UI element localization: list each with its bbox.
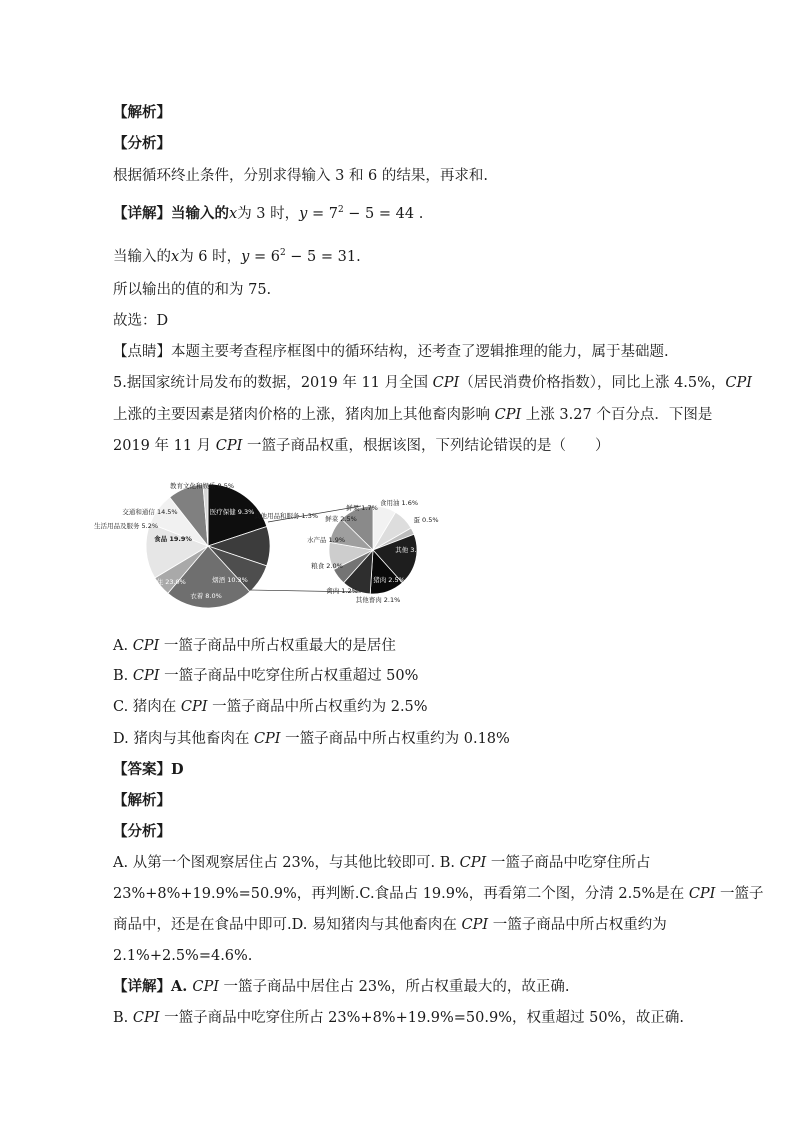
text: 当输入的 xyxy=(113,248,171,265)
text: 为 3 时， xyxy=(237,205,300,222)
analysis-line-2 xyxy=(113,884,764,904)
sum-text: 所以输出的值的和为 75. xyxy=(113,282,272,298)
pie-label: 居住 23.0% xyxy=(150,578,186,586)
cpi-term: CPI xyxy=(192,979,219,995)
option-b xyxy=(113,666,693,686)
cpi-term: CPI xyxy=(688,886,716,902)
question-line-3 xyxy=(113,436,693,456)
pie-label: 其他 3.8% xyxy=(395,546,427,554)
text: 5.据国家统计局发布的数据，2019 年 11 月全国 xyxy=(113,375,433,391)
text: = 7 xyxy=(307,205,338,222)
comment-text: 【点睛】本题主要考查程序框图中的循环结构，还考查了逻辑推理的能力，属于基础题. xyxy=(113,344,669,360)
text: 上涨 3.27 个百分点．下图是 xyxy=(521,407,713,423)
section-fenxi-2: 【分析】 xyxy=(113,823,171,840)
pie-label: 蛋 0.5% xyxy=(413,516,439,524)
pie-label: 禽肉 1.2% xyxy=(326,587,358,595)
text: D. 猪肉与其他畜肉在 xyxy=(113,731,254,747)
analysis-text: 根据循环终止条件，分别求得输入 3 和 6 的结果，再求和. xyxy=(113,168,488,184)
text: − 5 = 31. xyxy=(285,248,361,265)
cpi-term: CPI xyxy=(215,438,243,454)
pie-label: 食品 19.9% xyxy=(154,535,192,543)
pie-label: 烟酒 10.3% xyxy=(212,576,248,584)
option-d xyxy=(113,729,693,749)
text: 2019 年 11 月 xyxy=(113,438,216,454)
option-a xyxy=(113,636,693,656)
cpi-term: CPI xyxy=(461,917,489,933)
var-y: y xyxy=(299,205,308,222)
pie-label: 医疗保健 9.3% xyxy=(209,508,255,516)
text: 一篮子商品中所占权重约为 0.18% xyxy=(280,731,510,747)
detail-label: 【详解】当输入的 xyxy=(113,204,229,222)
section-fenxi: 【分析】 xyxy=(113,135,171,152)
detail-a xyxy=(113,977,693,997)
detail-line-2 xyxy=(113,243,693,267)
analysis-line-1 xyxy=(113,853,693,873)
text: 一篮子商品中所占权重最大的是居住 xyxy=(159,638,396,654)
cpi-term: CPI xyxy=(494,407,522,423)
section-jiexi-2: 【解析】 xyxy=(113,792,171,809)
detail-b xyxy=(113,1008,693,1028)
pie-label: 粮食 2.0% xyxy=(311,562,343,570)
question-line-2 xyxy=(113,405,713,425)
pie-label: 生活用品及服务 5.2% xyxy=(93,522,159,530)
text: （居民消费价格指数），同比上涨 4.5%， xyxy=(459,375,726,391)
cpi-term: CPI xyxy=(132,638,160,654)
var-x: x xyxy=(171,248,180,265)
text: 一篮子商品中吃穿住所占权重超过 50% xyxy=(159,668,419,684)
text: A. 从第一个图观察居住占 23%，与其他比较即可. B. xyxy=(113,855,460,871)
cpi-term: CPI xyxy=(459,855,487,871)
text: 一篮子商品中所占权重约为 2.5% xyxy=(207,699,428,715)
pie-label: 鲜果 1.7% xyxy=(346,504,378,512)
pie-label: 食用油 1.6% xyxy=(379,499,419,507)
question-line-1 xyxy=(113,373,753,393)
exponent: 2 xyxy=(337,205,344,215)
text: B. xyxy=(113,668,133,684)
text: = 6 xyxy=(249,248,280,265)
text: 商品中，还是在食品中即可.D. 易知猪肉与其他畜肉在 xyxy=(113,917,462,933)
pie-label: 其他畜肉 2.1% xyxy=(355,596,401,604)
var-x: x xyxy=(229,205,238,222)
text: 一篮子商品中居住占 23%，所占权重最大的，故正确. xyxy=(218,979,570,995)
text: 上涨的主要因素是猪肉价格的上涨，猪肉加上其他畜肉影响 xyxy=(113,407,495,423)
pie-label: 交通和通信 14.5% xyxy=(122,508,178,516)
pie-label: 鲜菜 2.5% xyxy=(325,515,357,523)
text: 一篮子商品中所占权重约为 xyxy=(488,917,667,933)
text: C. 猪肉在 xyxy=(113,699,181,715)
answer-label: 【答案】D xyxy=(113,761,184,778)
pie-label: 衣着 8.0% xyxy=(190,592,222,600)
cpi-term: CPI xyxy=(725,375,753,391)
cpi-term: CPI xyxy=(180,699,208,715)
text: 一篮子商品中吃穿住所占 23%+8%+19.9%=50.9%，权重超过 50%，故正确. xyxy=(159,1010,684,1026)
cpi-pie-charts xyxy=(93,464,473,624)
text: A. xyxy=(113,638,133,654)
text: 为 6 时， xyxy=(179,248,242,265)
analysis-line-4: 2.1%+2.5%=4.6%. xyxy=(113,948,253,964)
text: 23%+8%+19.9%=50.9%，再判断.C.食品占 19.9%，再看第二个图，分清 2.5%是在 xyxy=(113,886,689,902)
cpi-term: CPI xyxy=(132,1010,160,1026)
exponent: 2 xyxy=(279,248,286,258)
text: − 5 = 44 . xyxy=(343,205,424,222)
pie-label: 教育文化和娱乐 8.5% xyxy=(169,482,235,490)
pie-label: 水产品 1.9% xyxy=(306,536,346,544)
text: 一篮子商品权重，根据该图，下列结论错误的是（ ） xyxy=(242,438,610,454)
var-y: y xyxy=(241,248,250,265)
text: B. xyxy=(113,1010,133,1026)
cpi-term: CPI xyxy=(132,668,160,684)
option-c xyxy=(113,697,693,717)
cpi-term: CPI xyxy=(253,731,281,747)
pie-label: 其他用品和服务 1.3% xyxy=(253,512,319,520)
text: 一篮子 xyxy=(715,886,764,902)
cpi-term: CPI xyxy=(432,375,460,391)
detail-label: 【详解】A. xyxy=(113,978,193,995)
analysis-line-3 xyxy=(113,915,693,935)
main-pie xyxy=(146,484,270,608)
pie-label: 猪肉 2.5% xyxy=(373,576,405,584)
text: 一篮子商品中吃穿住所占 xyxy=(486,855,651,871)
detail-line-1 xyxy=(113,200,693,224)
section-jiexi: 【解析】 xyxy=(113,104,171,121)
choice-text: 故选：D xyxy=(113,313,169,329)
